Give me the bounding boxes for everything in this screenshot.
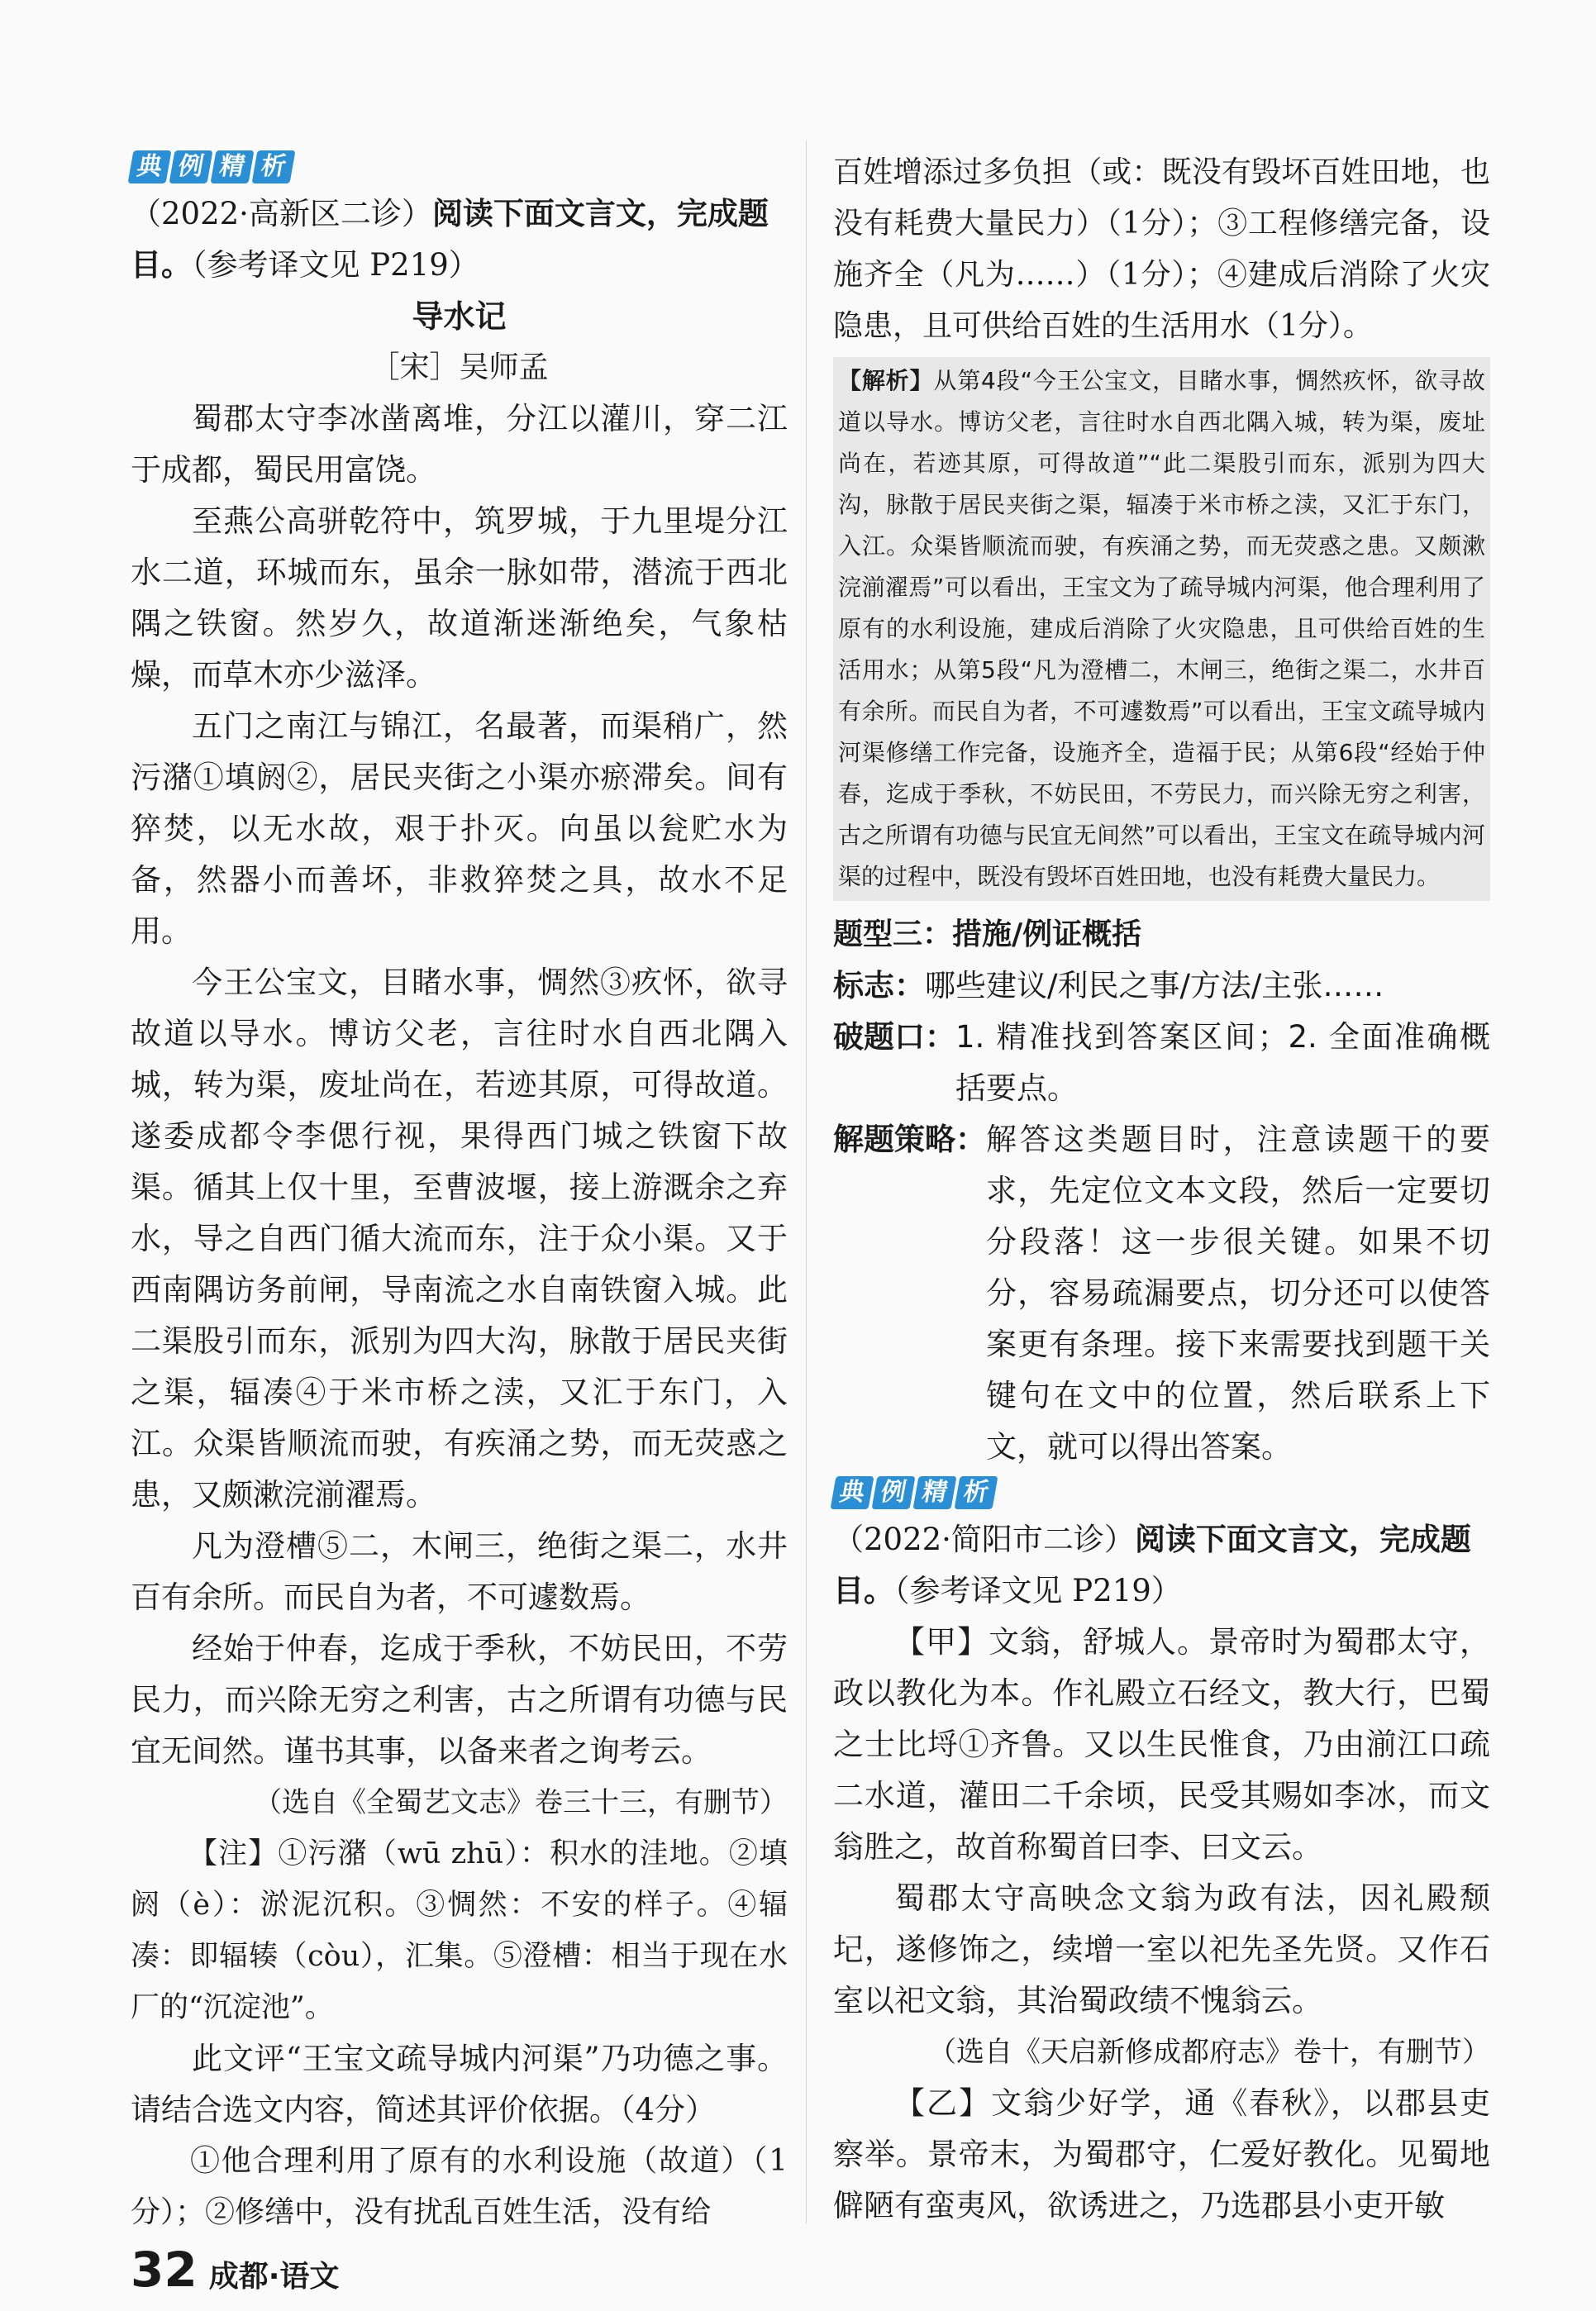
badge-char: 典: [830, 1476, 874, 1509]
exam-intro: [131, 188, 788, 291]
strategy-text: 解答这类题目时，注意读题干的要求，先定位文本文段，然后一定要切分段落！这一步很关键。如果不切分，容易疏漏要点，切分还可以使答案更有条理。接下来需要找到题干关键句在文中的位置，然后联系上下文，就可以得出答案。: [986, 1122, 1490, 1465]
answer-continued: 百姓增添过多负担（或：既没有毁坏百姓田地，也没有耗费大量民力）（1分）；③工程修缮完备，设施齐全（凡为……）（1分）；④建成后消除了火灾隐患，且可供给百姓的生活用水（1分）。: [833, 155, 1490, 343]
example-badge: [131, 150, 293, 183]
break-row: [833, 1012, 1490, 1114]
badge-char: 精: [210, 150, 254, 183]
analysis-box: [833, 357, 1490, 901]
badge-char: 典: [127, 150, 171, 183]
article-paragraph: 蜀郡太守高映念文翁为政有法，因礼殿颓圮，遂修饰之，续增一室以祀先圣先贤。又作石室以祀文翁，其治蜀政绩不愧翁云。: [833, 1880, 1490, 2018]
question: 此文评“王宝文疏导城内河渠”乃功德之事。请结合选文内容，简述其评价依据。（4分）: [131, 2041, 788, 2128]
sign-row: [833, 960, 1490, 1012]
column-divider: [806, 141, 807, 2223]
article-source: （选自《全蜀艺文志》卷三十三，有删节）: [254, 1786, 788, 1819]
badge-char: 精: [912, 1476, 956, 1509]
article-source: （选自《天启新修成都府志》卷十，有删节）: [928, 2036, 1490, 2069]
translation-ref: （参考译文见 P219）: [192, 247, 479, 283]
answer: ①他合理利用了原有的水利设施（故道）（1分）；②修缮中，没有扰乱百姓生活，没有给: [131, 2144, 788, 2229]
article-paragraph: 凡为澄槽⑤二，木闸三，绝街之渠二，水井百有余所。而民自为者，不可遽数焉。: [131, 1528, 788, 1615]
sign-text: 哪些建议/利民之事/方法/主张……: [925, 968, 1384, 1003]
badge-char: 析: [954, 1476, 998, 1509]
book-label: 成都·语文: [208, 2260, 340, 2294]
badge-char: 例: [871, 1476, 915, 1509]
analysis-text: 从第4段“今王公宝文，目睹水事，惆然疚怀，欲寻故道以导水。博访父老，言往时水自西北隅入城，转为渠，废址尚在，若迹其原，可得故道”“此二渠股引而东，派别为四大沟，脉散于居民夹街之渠，辐凑于米市桥之渎，又汇于东门，入江。众渠皆顺流而驶，有疾涌之势，而无荧惑之患。又颇漱浣湔濯焉”可以看出，王宝文为了疏导城内河渠，他合理利用了原有的水利设施，建成后消除了火灾隐患，且可供给百姓的生活用水；从第5段“凡为澄槽二，木闸三，绝街之渠二，水井百有余所。而民自为者，不可遽数焉”可以看出，王宝文疏导城内河渠修缮工作完备，设施齐全，造福于民；从第6段“经始于仲春，迄成于季秋，不妨民田，不劳民力，而兴除无穷之利害，古之所谓有功德与民宜无间然”可以看出，王宝文在疏导城内河渠的过程中，既没有毁坏百姓田地，也没有耗费大量民力。: [838, 367, 1485, 890]
badge-char: 析: [251, 150, 295, 183]
exam-source: （2022·高新区二诊）: [131, 196, 432, 231]
exam-source: （2022·简阳市二诊）: [833, 1522, 1135, 1557]
translation-ref: （参考译文见 P219）: [894, 1573, 1182, 1608]
article-title: 导水记: [412, 298, 507, 335]
sign-label: 标志：: [833, 968, 925, 1003]
article-paragraph: 蜀郡太守李冰凿离堆，分江以灌川，穿二江于成都，蜀民用富饶。: [131, 401, 788, 488]
annotation: 【注】①污潴（wū zhū）：积水的洼地。②填阏（è）：淤泥沉积。③惆然：不安的样子。④辐凑：即辐辏（còu），汇集。⑤澄槽：相当于现在水厂的“沉淀池”。: [131, 1837, 788, 2024]
badge-char: 例: [169, 150, 212, 183]
article-paragraph: 【甲】文翁，舒城人。景帝时为蜀郡太守，政以教化为本。作礼殿立石经文，教大行，巴蜀之士比埒①齐鲁。又以生民惟食，乃由湔江口疏二水道，灌田二千余顷，民受其赐如李冰，而文翁胜之，故首称蜀首曰李、曰文云。: [833, 1624, 1490, 1865]
article-paragraph: 经始于仲春，迄成于季秋，不妨民田，不劳民力，而兴除无穷之利害，古之所谓有功德与民宜无间然。谨书其事，以备来者之询考云。: [131, 1631, 788, 1769]
strategy-row: [833, 1114, 1490, 1473]
page-footer: [131, 2242, 339, 2298]
example-badge: [833, 1476, 995, 1509]
article-paragraph: 【乙】文翁少好学，通《春秋》，以郡县吏察举。景帝末，为蜀郡守，仁爱好教化。见蜀地僻陋有蛮夷风，欲诱进之，乃选郡县小吏开敏: [833, 2085, 1490, 2223]
article-paragraph: 五门之南江与锦江，名最著，而渠稍广，然污潴①填阏②，居民夹街之小渠亦瘀滞矣。间有猝焚，以无水故，艰于扑灭。向虽以瓮贮水为备，然器小而善坏，非救猝焚之具，故水不足用。: [131, 708, 788, 949]
exam-instruction: 阅读下面文言文，完成题目。: [833, 1522, 1471, 1608]
analysis-label: 【解析】: [838, 367, 934, 394]
section-title: 题型三：措施/例证概括: [833, 917, 1142, 951]
article-author: ［宋］吴师孟: [369, 350, 549, 384]
exam-instruction: 阅读下面文言文，完成题目。: [131, 196, 769, 283]
page-number: 32: [131, 2242, 198, 2298]
break-label: 破题口：: [833, 1019, 955, 1055]
article-paragraph: 今王公宝文，目睹水事，惆然③疚怀，欲寻故道以导水。博访父老，言往时水自西北隅入城，转为渠，废址尚在，若迹其原，可得故道。遂委成都令李偲行视，果得西门城之铁窗下故渠。循其上仅十里，至曹波堰，接上游溉余之弃水，导之自西门循大流而东，注于众小渠。又于西南隅访务前闸，导南流之水自南铁窗入城。此二渠股引而东，派别为四大沟，脉散于居民夹街之渠，辐凑④于米市桥之渎，又汇于东门，入江。众渠皆顺流而驶，有疾涌之势，而无荧惑之患，又颇漱浣湔濯焉。: [131, 965, 788, 1513]
strategy-label: 解题策略：: [833, 1122, 986, 1157]
left-column: [131, 147, 788, 2238]
right-column: [833, 147, 1490, 2232]
article-paragraph: 至燕公高骈乾符中，筑罗城，于九里堤分江水二道，环城而东，虽余一脉如带，潜流于西北隅之铁窗。然岁久，故道渐迷渐绝矣，气象枯燥，而草木亦少滋泽。: [131, 503, 788, 693]
break-text: 1. 精准找到答案区间；2. 全面准确概括要点。: [955, 1019, 1490, 1106]
exam-intro: [833, 1514, 1490, 1617]
